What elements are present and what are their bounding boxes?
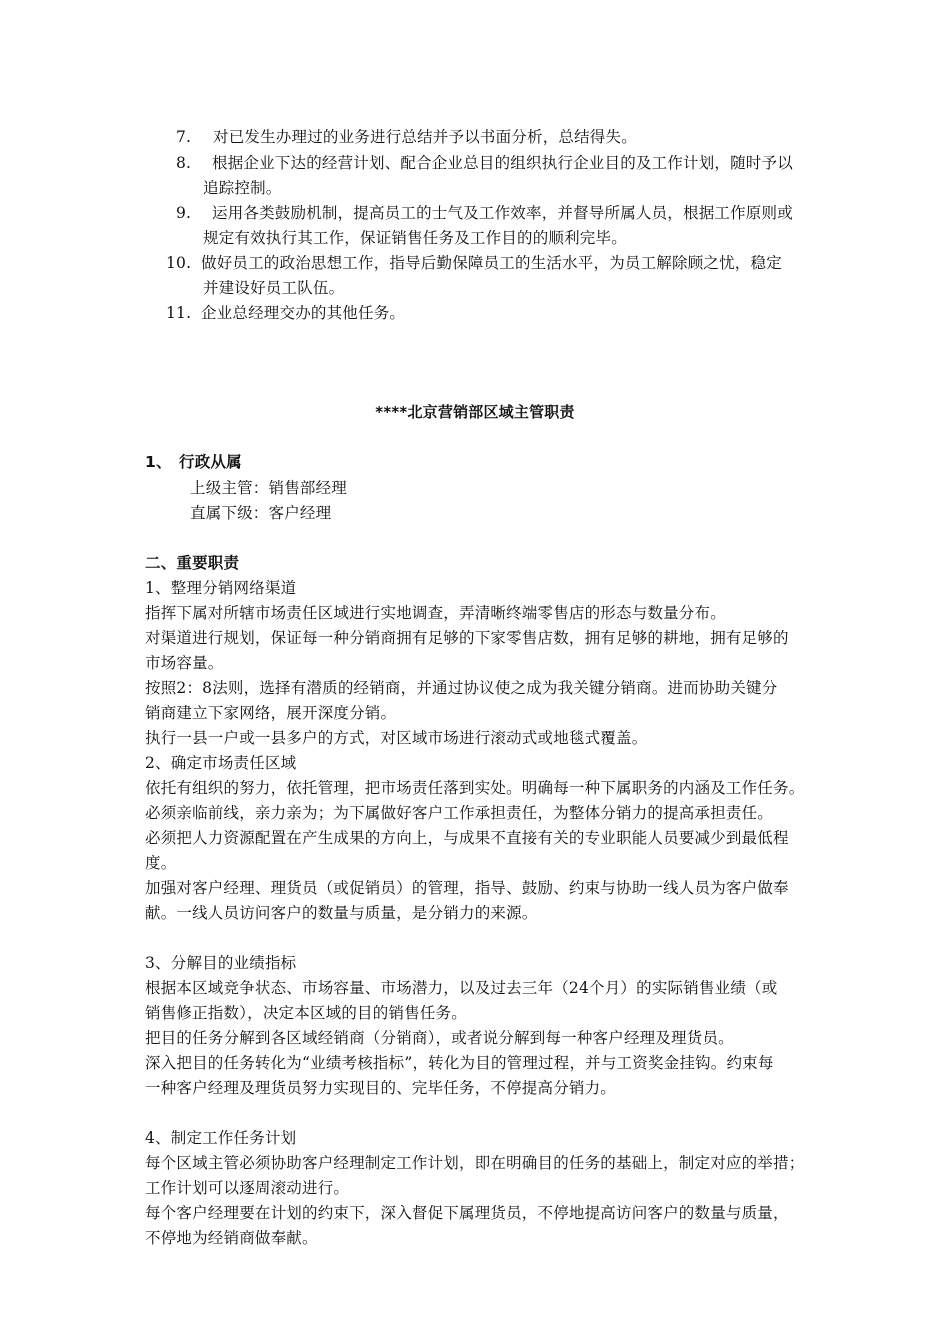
paragraph-line: 献。一线人员访问客户的数量与质量，是分销力的来源。 bbox=[145, 904, 538, 922]
paragraph-line: 深入把目的任务转化为“业绩考核指标”，转化为目的管理过程，并与工资奖金挂钩。约束每 bbox=[145, 1054, 774, 1072]
paragraph-line: 必须把人力资源配置在产生成果的方向上，与成果不直接有关的专业职能人员要减少到最低程 bbox=[145, 829, 789, 847]
paragraph-line: 销商建立下家网络，展开深度分销。 bbox=[145, 704, 397, 722]
paragraph-line: 依托有组织的努力，依托管理，把市场责任落到实处。明确每一种下属职务的内涵及工作任务。 bbox=[145, 779, 805, 797]
paragraph-line: 市场容量。 bbox=[145, 654, 224, 672]
list-item-9-continuation: 规定有效执行其工作，保证销售任务及工作目的的顺利完毕。 bbox=[203, 229, 627, 247]
section-2-heading: 二、重要职责 bbox=[145, 554, 240, 572]
superior-line: 上级主管：销售部经理 bbox=[190, 479, 348, 497]
paragraph-line: 销售修正指数），决定本区域的目的销售任务。 bbox=[145, 1004, 467, 1022]
paragraph-line: 工作计划可以逐周滚动进行。 bbox=[145, 1179, 350, 1197]
subsection-heading: 3、分解目的业绩指标 bbox=[145, 954, 297, 972]
list-item-10-continuation: 并建设好员工队伍。 bbox=[203, 279, 345, 297]
list-item-10: 10. 做好员工的政治思想工作，指导后勤保障员工的生活水平，为员工解除顾之忧，稳定 bbox=[166, 254, 782, 272]
paragraph-line: 执行一县一户或一县多户的方式，对区域市场进行滚动式或地毯式覆盖。 bbox=[145, 729, 648, 747]
subsection-heading: 1、整理分销网络渠道 bbox=[145, 579, 297, 597]
list-item-11: 11. 企业总经理交办的其他任务。 bbox=[166, 304, 406, 322]
subsection-heading: 4、制定工作任务计划 bbox=[145, 1129, 297, 1147]
paragraph-line: 按照2：8法则，选择有潜质的经销商，并通过协议使之成为我关键分销商。进而协助关键分 bbox=[145, 679, 778, 697]
paragraph-line: 必须亲临前线，亲力亲为；为下属做好客户工作承担责任，为整体分销力的提高承担责任。 bbox=[145, 804, 774, 822]
paragraph-line: 加强对客户经理、理货员（或促销员）的管理，指导、鼓励、约束与协助一线人员为客户做奉 bbox=[145, 879, 789, 897]
paragraph-line: 不停地为经销商做奉献。 bbox=[145, 1229, 318, 1247]
list-item-8-continuation: 追踪控制。 bbox=[203, 179, 282, 197]
list-item-9: 9. 运用各类鼓励机制，提高员工的士气及工作效率，并督导所属人员，根据工作原则或 bbox=[176, 204, 793, 222]
list-item-8: 8. 根据企业下达的经营计划、配合企业总目的组织执行企业目的及工作计划，随时予以 bbox=[176, 154, 793, 172]
paragraph-line: 一种客户经理及理货员努力实现目的、完毕任务，不停提高分销力。 bbox=[145, 1079, 617, 1097]
paragraph-line: 每个区域主管必须协助客户经理制定工作计划，即在明确目的任务的基础上，制定对应的举措； bbox=[145, 1154, 805, 1172]
paragraph-line: 度。 bbox=[145, 854, 177, 872]
subsection-heading: 2、确定市场责任区域 bbox=[145, 754, 297, 772]
paragraph-line: 每个客户经理要在计划的约束下，深入督促下属理货员，不停地提高访问客户的数量与质量， bbox=[145, 1204, 789, 1222]
paragraph-line: 根据本区域竞争状态、市场容量、市场潜力，以及过去三年（24个月）的实际销售业绩（或 bbox=[145, 979, 778, 997]
section-1-heading: 1、 行政从属 bbox=[145, 453, 242, 471]
list-item-7: 7. 对已发生办理过的业务进行总结并予以书面分析，总结得失。 bbox=[176, 128, 637, 146]
paragraph-line: 指挥下属对所辖市场责任区域进行实地调查，弄清晰终端零售店的形态与数量分布。 bbox=[145, 604, 726, 622]
page-title: ****北京营销部区域主管职责 bbox=[375, 403, 575, 421]
paragraph-line: 把目的任务分解到各区域经销商（分销商），或者说分解到每一种客户经理及理货员。 bbox=[145, 1029, 734, 1047]
paragraph-line: 对渠道进行规划，保证每一种分销商拥有足够的下家零售店数，拥有足够的耕地，拥有足够的 bbox=[145, 629, 789, 647]
subordinate-line: 直属下级：客户经理 bbox=[190, 504, 332, 522]
